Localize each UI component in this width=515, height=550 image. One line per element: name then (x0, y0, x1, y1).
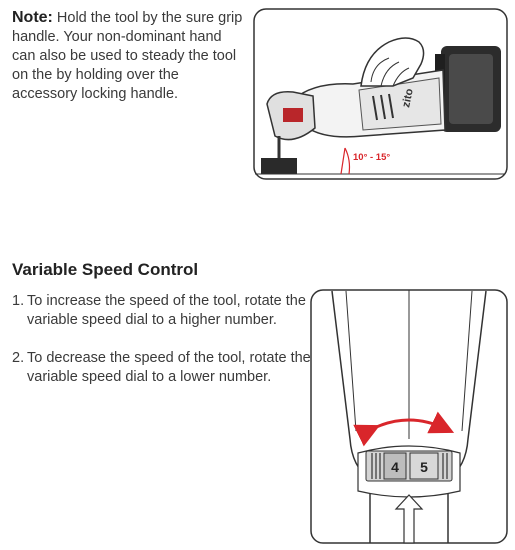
note-text: Hold the tool by the sure grip handle. Your non-dominant hand can also be used to steady the tool on the by holding over the accessory locking handle. (12, 10, 243, 102)
tool-angle-illustration (253, 8, 508, 180)
speed-dial-illustration (310, 289, 508, 544)
note-lead: Note: (12, 9, 53, 26)
step-number: 1. (12, 293, 25, 309)
list-item (12, 349, 312, 387)
step-number: 2. (12, 350, 25, 366)
speed-dial (366, 451, 452, 481)
step-text: To decrease the speed of the tool, rotate the variable speed dial to a lower number. (27, 350, 311, 385)
steps-list (12, 292, 312, 406)
step-text: To increase the speed of the tool, rotate the variable speed dial to a higher number. (27, 293, 306, 328)
dial-number-high: 5 (420, 459, 428, 475)
brand-text: zito (400, 87, 416, 109)
dial-number-low: 4 (391, 459, 399, 475)
angle-label: 10° - 15° (353, 152, 391, 163)
note-paragraph (12, 8, 247, 104)
section-heading: Variable Speed Control (12, 260, 199, 279)
list-item (12, 292, 312, 330)
